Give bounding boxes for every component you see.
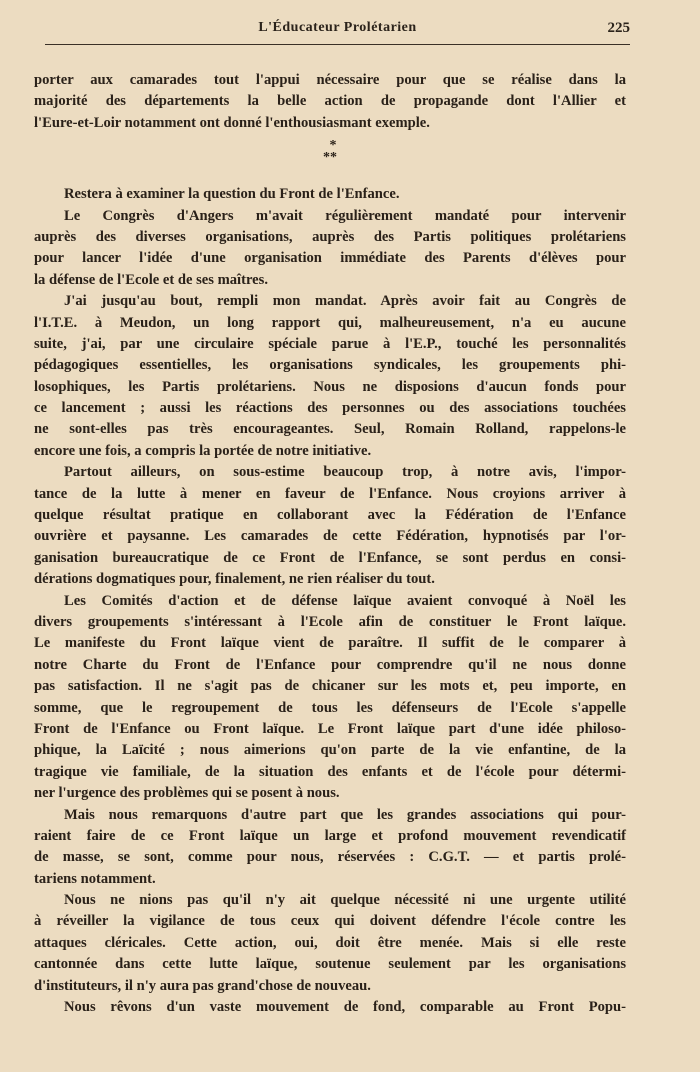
text-line: raient faire de ce Front laïque un large et profond mouvement revendicatif	[34, 827, 626, 844]
text-line: Nous rêvons d'un vaste mouvement de fond, comparable au Front Popu-	[64, 999, 626, 1016]
text-line: à réveiller la vigilance de tous ceux qui doivent défendre l'école contre les	[34, 913, 626, 930]
text-line: pédagogiques essentielles, les organisations syndicales, les groupements phi-	[34, 357, 626, 374]
text-line: majorité des départements la belle action de propagande dont l'Allier et	[34, 93, 626, 110]
text-line: Restera à examiner la question du Front de l'Enfance.	[64, 186, 400, 203]
text-line: divers groupements s'intéressant à l'Ecole afin de constituer le Front laïque.	[34, 613, 626, 630]
text-line: Nous ne nions pas qu'il n'y ait quelque nécessité ni une urgente utilité	[64, 892, 626, 909]
text-line: ouvrière et paysanne. Les camarades de cette Fédération, hypnotisés par l'or-	[34, 528, 626, 545]
text-line: somme, que le regroupement de tous les défenseurs de l'Ecole s'appelle	[34, 699, 626, 716]
page-header	[45, 18, 630, 45]
text-line: Front de l'Enfance ou Front laïque. Le Front laïque part d'une idée philoso-	[34, 720, 626, 737]
text-line: ne sont-elles pas très encourageantes. Seul, Romain Rolland, rappelons-le	[34, 421, 626, 438]
text-line: auprès des diverses organisations, auprès des Partis politiques prolétariens	[34, 228, 626, 245]
text-line: suite, j'ai, par une circulaire spéciale parue à l'E.P., touché les personnalités	[34, 335, 626, 352]
text-line: tance de la lutte à mener en faveur de l'Enfance. Nous croyions arriver à	[34, 485, 626, 502]
text-line: d'instituteurs, il n'y aura pas grand'chose de nouveau.	[34, 977, 371, 994]
text-line: losophiques, les Partis prolétariens. Nous ne disposions d'aucun fonds pour	[34, 378, 626, 395]
text-line: porter aux camarades tout l'appui nécessaire pour que se réalise dans la	[34, 72, 626, 88]
text-line: notre Charte du Front de l'Enfance pour comprendre qu'il ne nous donne	[34, 656, 626, 673]
text-line: Le manifeste du Front laïque vient de paraître. Il suffit de le comparer à	[34, 635, 626, 652]
text-line: phique, la Laïcité ; nous aimerions qu'on parte de la vie enfantine, de la	[34, 742, 626, 759]
text-line: dérations dogmatiques pour, finalement, ne rien réaliser du tout.	[34, 571, 435, 588]
text-line: Mais nous remarquons d'autre part que les grandes associations qui pour-	[64, 806, 626, 823]
text-line: pour lancer l'idée d'une organisation immédiate des Parents d'élèves pour	[34, 250, 626, 267]
text-line: l'Eure-et-Loir notamment ont donné l'enthousiasmant exemple.	[34, 114, 430, 131]
text-line: pas satisfaction. Il ne s'agit pas de chicaner sur les mots et, peu importe, en	[34, 678, 626, 695]
text-line: Partout ailleurs, on sous-estime beaucoup trop, à notre avis, l'impor-	[64, 464, 626, 481]
page-number: 225	[607, 20, 630, 36]
text-line: la défense de l'Ecole et de ses maîtres.	[34, 271, 268, 288]
text-line: Le Congrès d'Angers m'avait régulièrement mandaté pour intervenir	[64, 207, 626, 224]
text-line: Les Comités d'action et de défense laïque avaient convoqué à Noël les	[64, 592, 626, 609]
text-line: ganisation bureaucratique de ce Front de l'Enfance, se sont perdus en consi-	[34, 549, 626, 566]
text-line: attaques cléricales. Cette action, oui, doit être menée. Mais si elle reste	[34, 934, 626, 951]
text-line: ner l'urgence des problèmes qui se posent à nous.	[34, 785, 340, 802]
text-line: cantonnée dans cette lutte laïque, soutenue seulement par les organisations	[34, 956, 626, 973]
section-separator	[34, 134, 626, 184]
text-line: ce lancement ; aussi les réactions des personnes ou des associations touchées	[34, 400, 626, 417]
text-line: l'I.T.E. à Meudon, un long rapport qui, malheureusement, n'a eu aucune	[34, 314, 626, 331]
text-line: J'ai jusqu'au bout, rempli mon mandat. Après avoir fait au Congrès de	[64, 293, 626, 310]
text-line: quelque résultat pratique en collaborant avec la Fédération de l'Enfance	[34, 507, 626, 524]
body-text	[34, 70, 626, 1018]
text-line: tariens notamment.	[34, 870, 156, 887]
text-line: de masse, se sont, comme pour nous, réservées : C.G.T. — et partis prolé-	[34, 849, 626, 866]
separator-star-bottom: **	[323, 150, 337, 166]
text-line: encore une fois, a compris la portée de notre initiative.	[34, 442, 372, 459]
text-line: tragique vie familiale, de la situation des enfants et de l'école pour détermi-	[34, 763, 626, 780]
running-title: L'Éducateur Prolétarien	[258, 20, 417, 35]
separator-star-top: *	[329, 138, 337, 154]
